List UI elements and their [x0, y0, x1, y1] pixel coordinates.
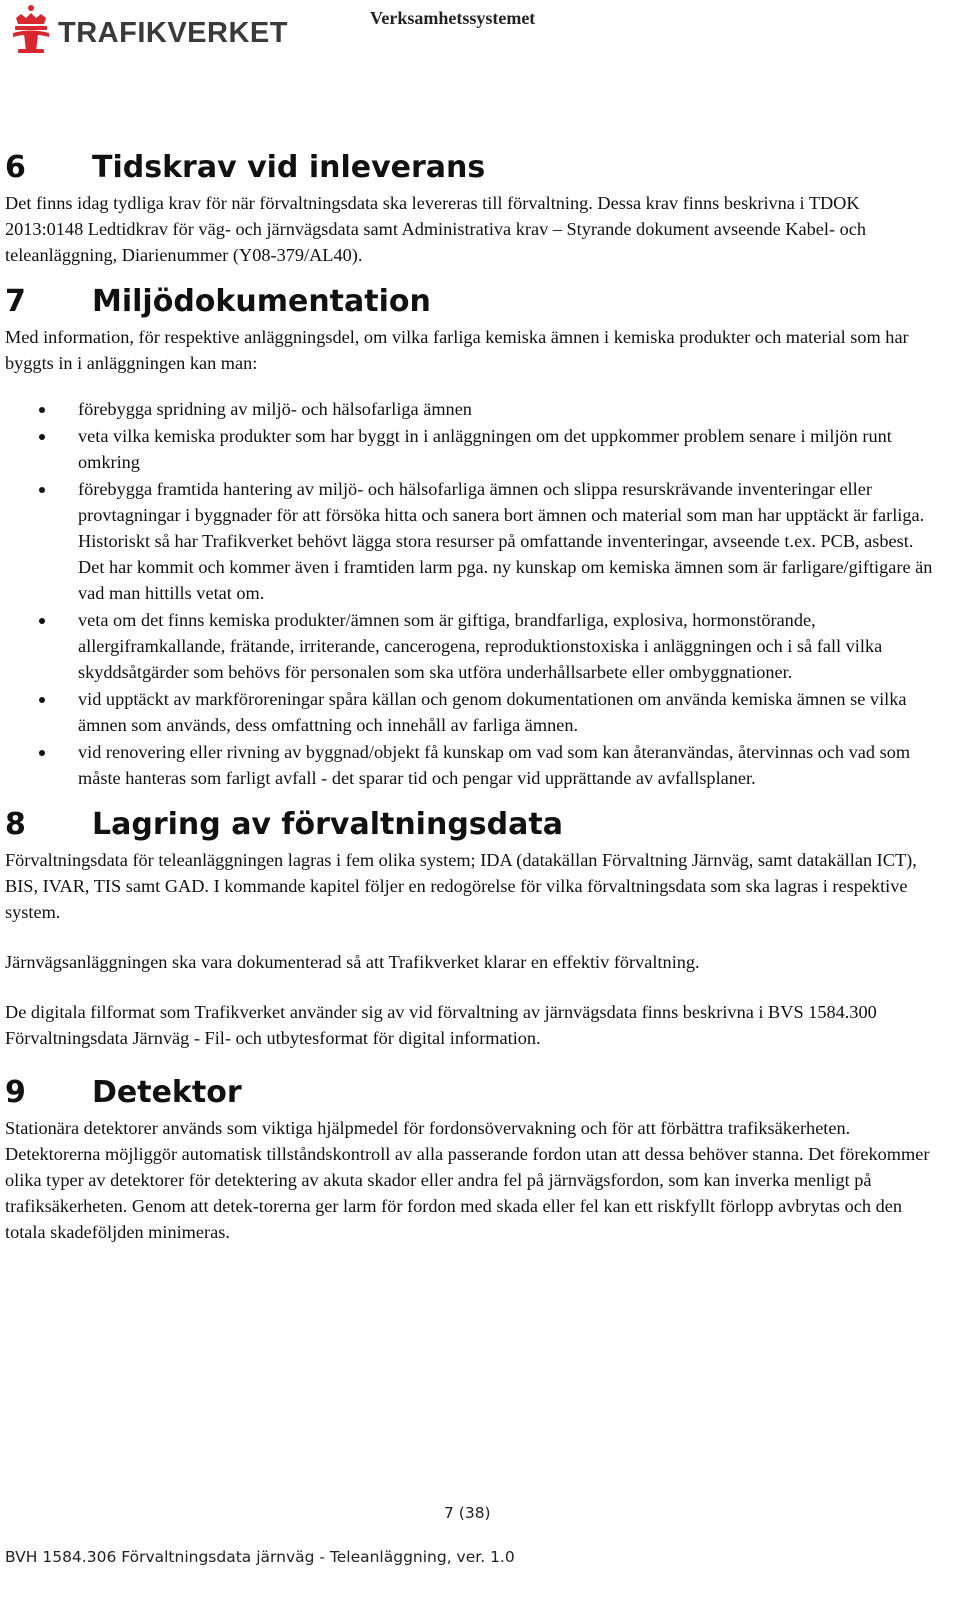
page-header [0, 0, 960, 70]
list-item [5, 396, 940, 422]
bullet-icon [39, 697, 45, 703]
list-item [5, 423, 940, 475]
page-number: 7 (38) [444, 1504, 491, 1522]
section-heading [5, 1075, 940, 1111]
list-item [5, 476, 940, 606]
bullet-icon [39, 487, 45, 493]
section-7 [5, 284, 940, 791]
bullet-icon [39, 750, 45, 756]
section-6 [5, 150, 940, 268]
paragraph: Med information, för respektive anläggningsdel, om vilka farliga kemiska ämnen i kemiska produkter och material som har byggts in i anläggningen kan man: [5, 327, 909, 373]
section-title: Lagring av förvaltningsdata [92, 807, 563, 842]
paragraph: Det finns idag tydliga krav för när förvaltningsdata ska levereras till förvaltning. Dessa krav finns beskrivna i TDOK 2013:0148 Ledtidkrav för väg- och järnvägsdata samt Administrativa krav – Styrande dokument avseende Kabel- och teleanläggning, Diarienummer (Y08-379/AL40). [5, 193, 867, 265]
list-item-text: vid renovering eller rivning av byggnad/objekt få kunskap om vad som kan återanvändas, återvinnas och vad som måste hanteras som farligt avfall - det sparar tid och pengar vid upprättande av avfallsplaner. [78, 742, 911, 788]
list-item [5, 686, 940, 738]
section-title: Detektor [92, 1075, 242, 1110]
list-item-text: vid upptäckt av markföroreningar spåra källan och genom dokumentationen om använda kemiska ämnen se vilka ämnen som används, dess omfattning och innehåll av farliga ämnen. [78, 689, 907, 735]
section-number: 9 [5, 1075, 26, 1110]
page-footer: BVH 1584.306 Förvaltningsdata järnväg - Teleanläggning, ver. 1.0 [5, 1548, 515, 1566]
trafikverket-logo [10, 4, 288, 54]
bullet-icon [39, 434, 45, 440]
section-number: 8 [5, 807, 26, 842]
paragraph: Järnvägsanläggningen ska vara dokumenterad så att Trafikverket klarar en effektiv förvaltning. [5, 952, 700, 972]
section-9 [5, 1075, 940, 1245]
crown-logo-icon [10, 4, 52, 54]
section-heading [5, 807, 940, 843]
paragraph: De digitala filformat som Trafikverket använder sig av vid förvaltning av järnvägsdata finns beskrivna i BVS 1584.300 Förvaltningsdata Järnväg - Fil- och utbytesformat för digital information. [5, 1002, 877, 1048]
list-item [5, 739, 940, 791]
section-8 [5, 807, 940, 1051]
paragraph: Stationära detektorer används som viktiga hjälpmedel för fordonsövervakning och för att förbättra trafiksäkerheten. Detektorerna möjliggör automatisk tillståndskontroll av alla passerande fordon utan att dessa behöver stanna. Det förekommer olika typer av detektorer för detektering av akuta skador eller andra fel på järnvägsfordon, som kan inverka menligt på trafiksäkerheten. Genom att detek-torerna ger larm för fordon med skada eller fel kan ett riskfyllt förlopp avbrytas och den totala skadeföljden minimeras. [5, 1118, 930, 1242]
section-number: 6 [5, 150, 26, 185]
bullet-icon [39, 618, 45, 624]
section-heading [5, 284, 940, 320]
section-heading [5, 150, 940, 186]
bullet-list [5, 396, 940, 791]
list-item [5, 607, 940, 685]
bullet-icon [39, 407, 45, 413]
section-number: 7 [5, 284, 26, 319]
list-item-text: veta om det finns kemiska produkter/ämnen som är giftiga, brandfarliga, explosiva, hormonstörande, allergiframkallande, frätande, irriterande, cancerogena, reproduktionstoxiska i anläggningen och i så fall vilka skyddsåtgärder som behövs för personalen som ska utföra underhållsarbete eller ombyggnationer. [78, 610, 883, 682]
section-title: Tidskrav vid inleverans [92, 150, 486, 185]
paragraph: Förvaltningsdata för teleanläggningen lagras i fem olika system; IDA (datakällan Förvaltning Järnväg, samt datakällan ICT), BIS, IVAR, TIS samt GAD. I kommande kapitel följer en redogörelse för vilka förvaltningsdata som ska lagras i respektive system. [5, 850, 917, 922]
document-body [5, 150, 940, 1245]
list-item-text: förebygga spridning av miljö- och hälsofarliga ämnen [78, 399, 472, 419]
section-title: Miljödokumentation [92, 284, 431, 319]
list-item-text: förebygga framtida hantering av miljö- och hälsofarliga ämnen och slippa resurskrävande inventeringar eller provtagningar i byggnader för att försöka hitta och sanera bort ämnen och material som man har upptäckt är farliga. Historiskt så har Trafikverket behövt lägga stora resurser på omfattande inventeringar, avseende t.ex. PCB, asbest. Det har kommit och kommer även i framtiden larm pga. ny kunskap om kemiska ämnen som är farligare/giftigare än vad man hittills vetat om. [78, 479, 933, 603]
list-item-text: veta vilka kemiska produkter som har byggt in i anläggningen om det uppkommer problem senare i miljön runt omkring [78, 426, 892, 472]
logo-text: TRAFIKVERKET [58, 16, 288, 49]
header-title: Verksamhetssystemet [370, 8, 536, 28]
